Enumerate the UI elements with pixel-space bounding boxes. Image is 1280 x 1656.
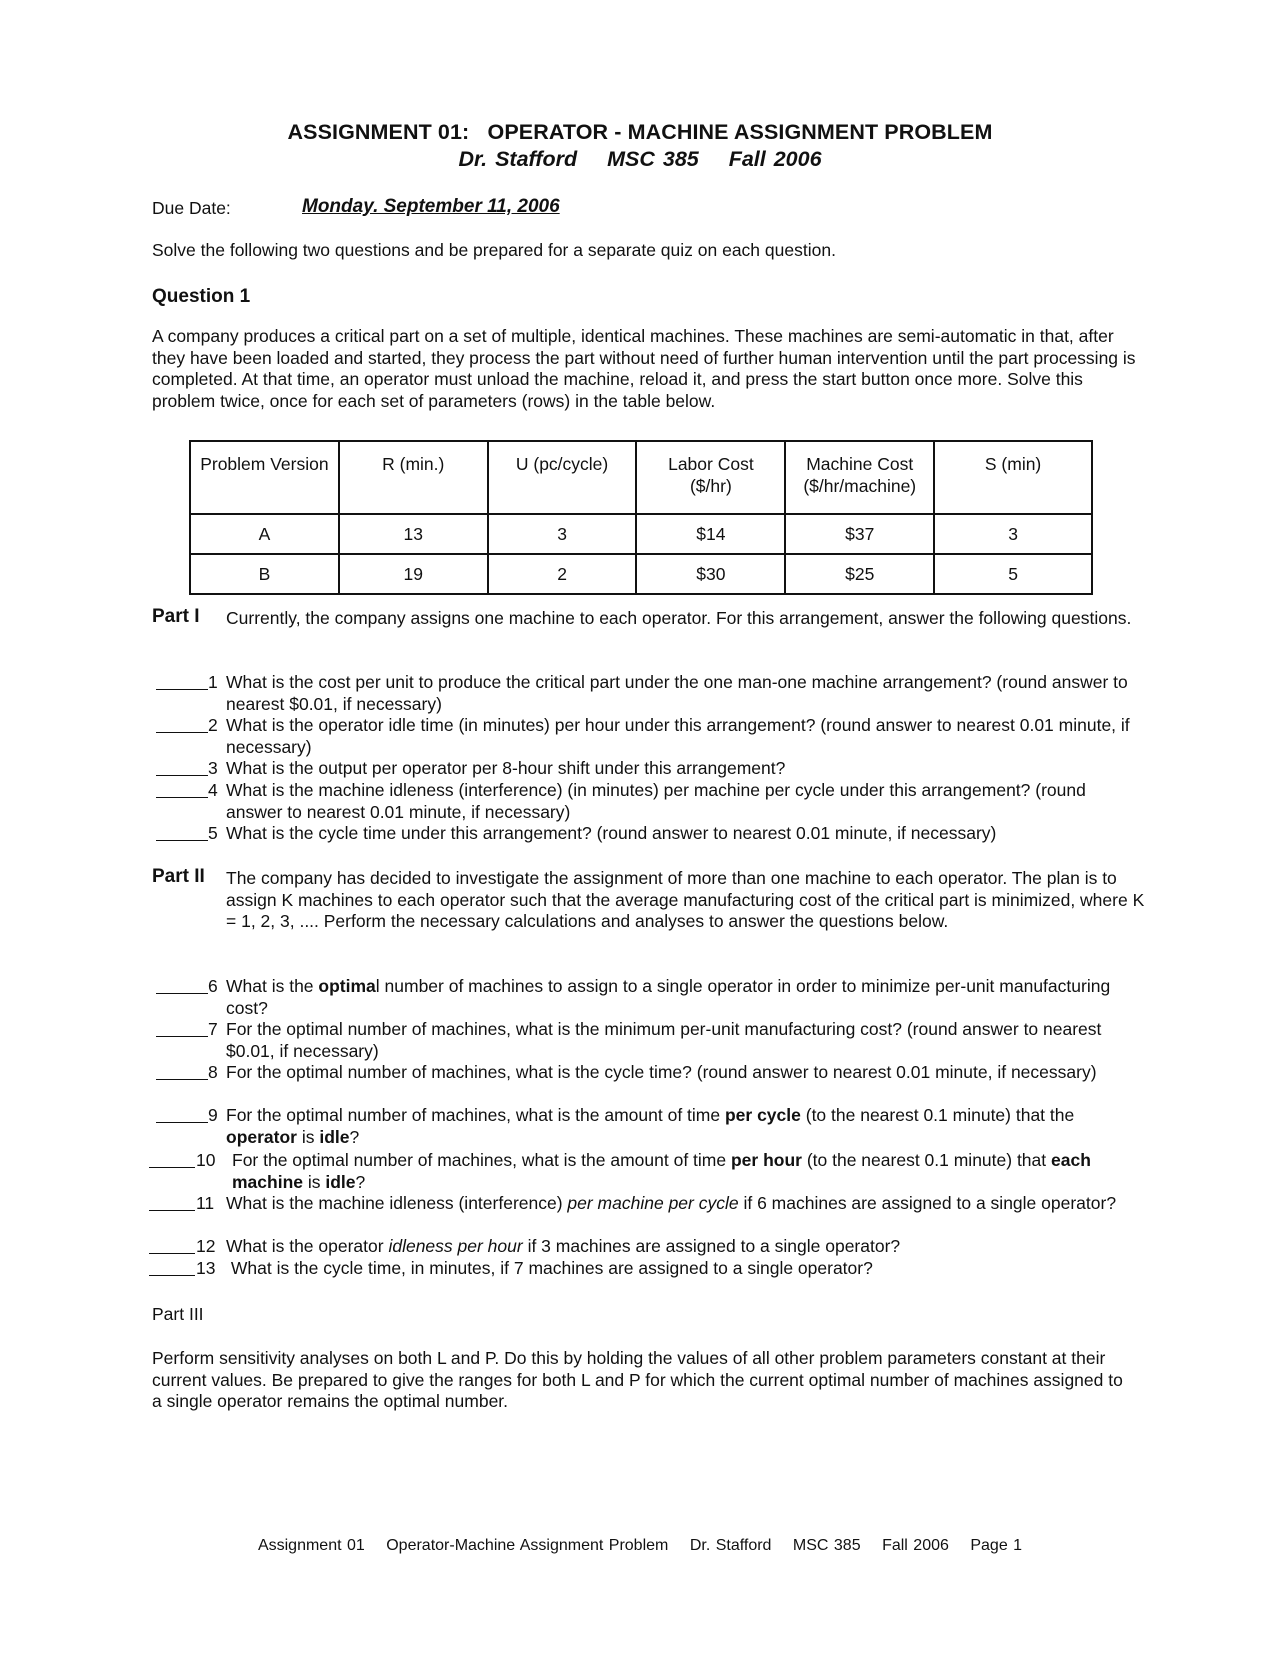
footer-course: MSC 385	[792, 1537, 861, 1554]
question-number: 8	[208, 1062, 218, 1082]
footer-doc: Assignment 01	[257, 1537, 365, 1554]
question-number: 4	[208, 780, 218, 800]
answer-blank[interactable]	[149, 1236, 195, 1254]
table-cell: $14	[636, 514, 785, 554]
table-cell: 19	[339, 554, 488, 594]
page-subtitle	[0, 147, 1280, 172]
table-cell: $37	[785, 514, 934, 554]
part-3-label: Part III	[152, 1304, 204, 1324]
question-number: 11	[196, 1193, 215, 1213]
question-text: What is the optimal number of machines to assign to a single operator in order to minimize per-unit manufacturing cost?	[226, 976, 1111, 1018]
question-number: 10	[196, 1150, 216, 1170]
course-code: MSC 385	[607, 147, 699, 171]
question-text: For the optimal number of machines, what is the amount of time per hour (to the nearest 0.1 minute) that each machine is idle?	[232, 1150, 1091, 1192]
question-number: 9	[208, 1105, 218, 1125]
question-number: 1	[208, 672, 218, 692]
table-cell: A	[190, 514, 339, 554]
part-2-label: Part II	[152, 866, 205, 887]
part-1-text: Currently, the company assigns one machine to each operator. For this arrangement, answer the following questions.	[226, 608, 1132, 628]
col-header-s: S (min)	[934, 441, 1092, 514]
question-number: 3	[208, 758, 218, 778]
answer-blank[interactable]	[156, 1019, 208, 1037]
term: Fall 2006	[728, 147, 822, 171]
question-text: What is the cycle time, in minutes, if 7 machines are assigned to a single operator?	[226, 1258, 873, 1278]
due-date-label: Due Date:	[152, 198, 231, 218]
page-footer	[0, 1537, 1280, 1555]
question-text: What is the operator idleness per hour if 3 machines are assigned to a single operator?	[226, 1236, 901, 1256]
table-cell: 2	[488, 554, 637, 594]
table-cell: 5	[934, 554, 1092, 594]
answer-blank[interactable]	[156, 780, 208, 798]
table-cell: 3	[934, 514, 1092, 554]
question-text: For the optimal number of machines, what is the cycle time? (round answer to nearest 0.01 minute, if necessary)	[226, 1062, 1097, 1082]
col-header-r: R (min.)	[339, 441, 488, 514]
answer-blank[interactable]	[156, 758, 208, 776]
table-cell: 13	[339, 514, 488, 554]
table-row	[190, 554, 1092, 594]
answer-blank[interactable]	[156, 715, 208, 733]
part-3-text: Perform sensitivity analyses on both L and P. Do this by holding the values of all other problem parameters constant at their current values. Be prepared to give the ranges for both L and P for which the current optimal number of machines assigned to a single operator remains the optimal number.	[152, 1348, 1123, 1411]
table-cell: $30	[636, 554, 785, 594]
part-1-label: Part I	[152, 606, 200, 627]
col-header-labor: Labor Cost ($/hr)	[636, 441, 785, 514]
table-row	[190, 514, 1092, 554]
question-text: What is the cycle time under this arrangement? (round answer to nearest 0.01 minute, if necessary)	[226, 823, 997, 843]
col-header-version: Problem Version	[190, 441, 339, 514]
question-1-body: A company produces a critical part on a set of multiple, identical machines. These machines are semi-automatic in that, after they have been loaded and started, they process the part without need of further human intervention until the part processing is completed. At that time, an operator must unload the machine, reload it, and press the start button once more. Solve this problem twice, once for each set of parameters (rows) in the table below.	[152, 326, 1136, 411]
question-text: For the optimal number of machines, what is the amount of time per cycle (to the nearest 0.1 minute) that the operator is idle?	[226, 1105, 1075, 1147]
col-header-u: U (pc/cycle)	[488, 441, 637, 514]
question-number: 7	[208, 1019, 218, 1039]
instructor-name: Dr. Stafford	[458, 147, 578, 171]
answer-blank[interactable]	[156, 672, 208, 690]
question-text: What is the machine idleness (interference) (in minutes) per machine per cycle under this arrangement? (round answer to nearest 0.01 minute, if necessary)	[226, 780, 1086, 822]
question-number: 13	[196, 1258, 216, 1278]
table-cell: $25	[785, 554, 934, 594]
footer-title: Operator-Machine Assignment Problem	[386, 1537, 669, 1554]
footer-term: Fall 2006	[882, 1537, 949, 1554]
question-number: 5	[208, 823, 218, 843]
table-cell: 3	[488, 514, 637, 554]
footer-instructor: Dr. Stafford	[689, 1537, 772, 1554]
table-cell: B	[190, 554, 339, 594]
footer-page: Page 1	[970, 1537, 1023, 1554]
due-date-value: Monday. September 11, 2006	[302, 196, 560, 217]
question-number: 6	[208, 976, 218, 996]
answer-blank[interactable]	[149, 1258, 195, 1276]
answer-blank[interactable]	[156, 823, 208, 841]
table-header-row	[190, 441, 1092, 514]
question-text: What is the output per operator per 8-hour shift under this arrangement?	[226, 758, 786, 778]
question-text: What is the machine idleness (interference) per machine per cycle if 6 machines are assigned to a single operator?	[226, 1193, 1117, 1213]
answer-blank[interactable]	[156, 1062, 208, 1080]
page-title: ASSIGNMENT 01: OPERATOR - MACHINE ASSIGNMENT PROBLEM	[287, 120, 993, 144]
question-text: What is the operator idle time (in minutes) per hour under this arrangement? (round answer to nearest 0.01 minute, if necessary)	[226, 715, 1130, 757]
question-number: 2	[208, 715, 218, 735]
question-number: 12	[196, 1236, 216, 1256]
answer-blank[interactable]	[149, 1150, 195, 1168]
answer-blank[interactable]	[149, 1193, 195, 1211]
col-header-machine: Machine Cost ($/hr/machine)	[785, 441, 934, 514]
question-1-heading: Question 1	[152, 286, 251, 307]
part-2-text: The company has decided to investigate the assignment of more than one machine to each operator. The plan is to assign K machines to each operator such that the average manufacturing cost of the critical part is minimized, where K = 1, 2, 3, .... Perform the necessary calculations and analyses to answer the questions below.	[226, 868, 1145, 931]
answer-blank[interactable]	[156, 1105, 208, 1123]
intro-text: Solve the following two questions and be prepared for a separate quiz on each question.	[152, 240, 836, 260]
parameter-table	[189, 440, 1093, 595]
answer-blank[interactable]	[156, 976, 208, 994]
question-text: What is the cost per unit to produce the critical part under the one man-one machine arrangement? (round answer to nearest $0.01, if necessary)	[226, 672, 1128, 714]
question-text: For the optimal number of machines, what is the minimum per-unit manufacturing cost? (round answer to nearest $0.01, if necessary)	[226, 1019, 1102, 1061]
